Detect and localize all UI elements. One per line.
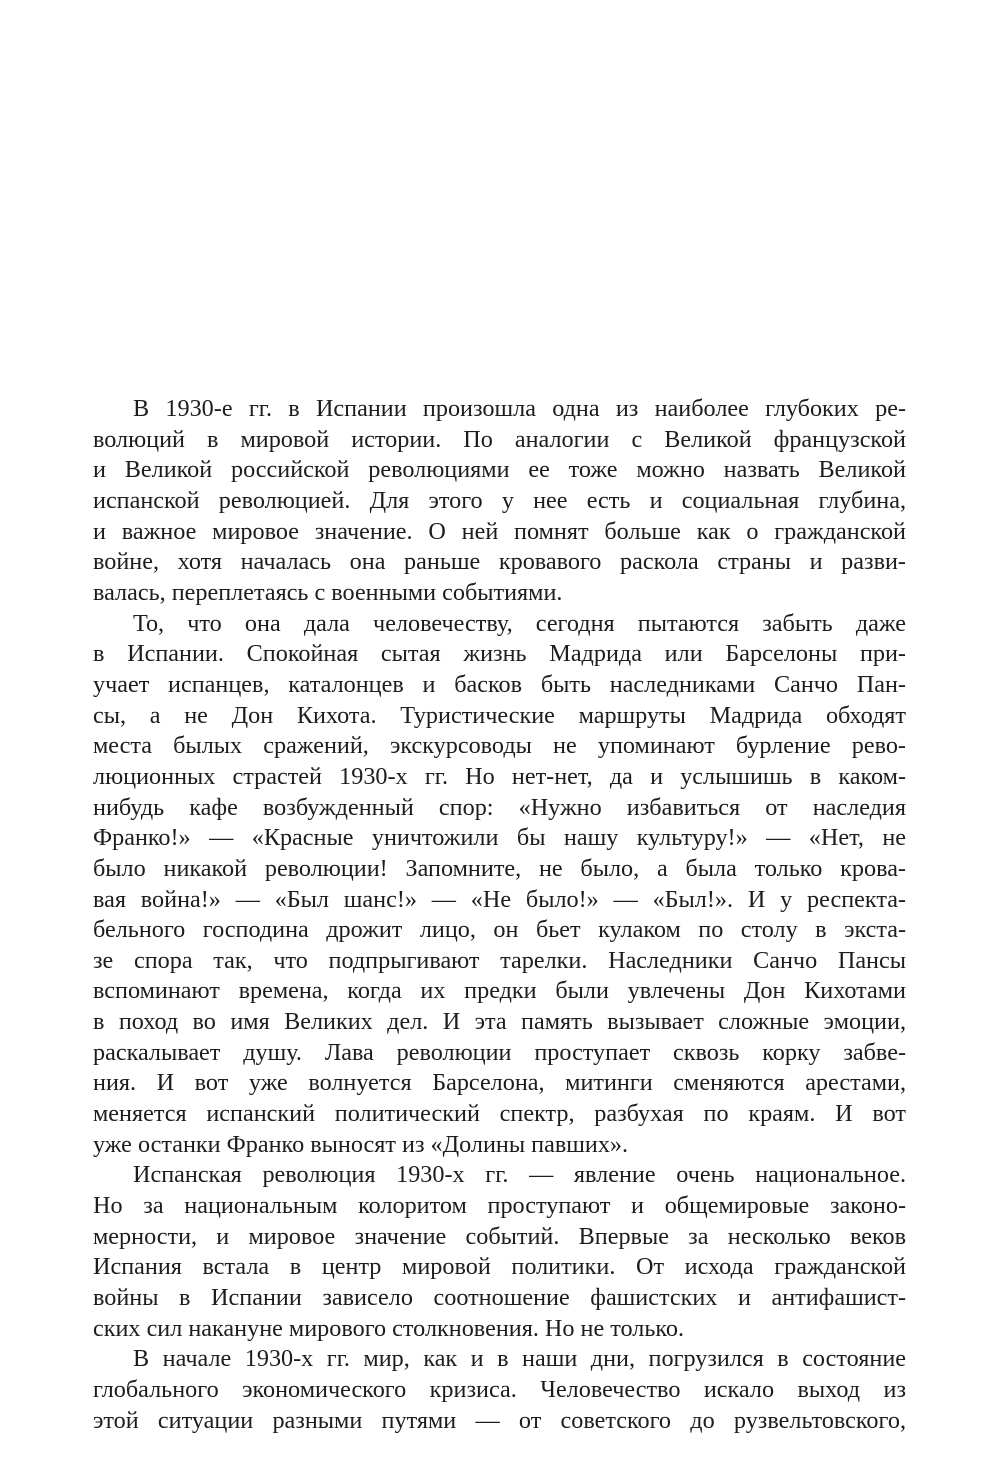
text-line: В 1930-е гг. в Испании произошла одна из наиболее глубоких ре- [133, 395, 906, 422]
body-text [93, 394, 906, 1436]
text-line: войне, хотя началась она раньше кровавого раскола страны и разви- [93, 548, 906, 576]
text-line: уже останки Франко выносят из «Долины павших». [93, 1130, 629, 1158]
text-line: Испанская революция 1930-х гг. — явление очень национальное. [133, 1161, 906, 1189]
text-line: люционных страстей 1930-х гг. Но нет-нет, да и услышишь в каком- [93, 762, 906, 790]
paragraph [93, 1160, 906, 1344]
text-line: Франко!» — «Красные уничтожили бы нашу культуру!» — «Нет, не [93, 824, 906, 852]
text-line: сы, а не Дон Кихота. Туристические маршруты Мадрида обходят [93, 701, 906, 729]
text-line: То, что она дала человечеству, сегодня пытаются забыть даже [133, 609, 906, 637]
text-line: было никакой революции! Запомните, не было, а была только крова- [93, 854, 906, 882]
paragraph [93, 609, 906, 1161]
text-line: и важное мировое значение. О ней помнят больше как о гражданской [93, 517, 906, 545]
text-line: испанской революцией. Для этого у нее есть и социальная глубина, [93, 486, 906, 514]
text-line: в поход во имя Великих дел. И эта память вызывает сложные эмоции, [93, 1008, 906, 1036]
text-line: места былых сражений, экскурсоводы не упоминают бурление рево- [93, 732, 906, 760]
text-line: в Испании. Спокойная сытая жизнь Мадрида или Барселоны при- [93, 640, 906, 668]
text-line: этой ситуации разными путями — от советского до рузвельтовского, [93, 1406, 906, 1434]
text-line: зе спора так, что подпрыгивают тарелки. Наследники Санчо Пансы [93, 946, 906, 974]
text-line: Испания встала в центр мировой политики. От исхода гражданской [93, 1253, 906, 1281]
paragraph [93, 1344, 906, 1436]
text-line: В начале 1930-х гг. мир, как и в наши дни, погрузился в состояние [133, 1345, 906, 1373]
text-line: ских сил накануне мирового столкновения. Но не только. [93, 1314, 685, 1342]
text-line: глобального экономического кризиса. Человечество искало выход из [93, 1376, 906, 1403]
text-line: мерности, и мировое значение событий. Впервые за несколько веков [93, 1222, 906, 1250]
text-line: учает испанцев, каталонцев и басков быть наследниками Санчо Пан- [93, 670, 906, 698]
text-line: Но за национальным колоритом проступают и общемировые законо- [93, 1192, 906, 1220]
text-line: войны в Испании зависело соотношение фашистских и антифашист- [93, 1284, 906, 1312]
text-line: ния. И вот уже волнуется Барселона, митинги сменяются арестами, [93, 1069, 906, 1097]
text-line: бельного господина дрожит лицо, он бьет кулаком по столу в экста- [93, 916, 906, 944]
text-line: и Великой российской революциями ее тоже можно назвать Великой [93, 456, 906, 484]
paragraph [93, 394, 906, 609]
text-line: валась, переплетаясь с военными событиями. [93, 578, 563, 606]
text-line: раскалывает душу. Лава революции проступает сквозь корку забве- [93, 1038, 906, 1066]
text-line: нибудь кафе возбужденный спор: «Нужно избавиться от наследия [93, 793, 906, 821]
text-line: волюций в мировой истории. По аналогии с Великой французской [93, 425, 906, 453]
text-line: меняется испанский политический спектр, разбухая по краям. И вот [93, 1100, 906, 1128]
text-line: вая война!» — «Был шанс!» — «Не было!» — «Был!». И у респекта- [93, 885, 906, 913]
text-line: вспоминают времена, когда их предки были увлечены Дон Кихотами [93, 977, 906, 1005]
